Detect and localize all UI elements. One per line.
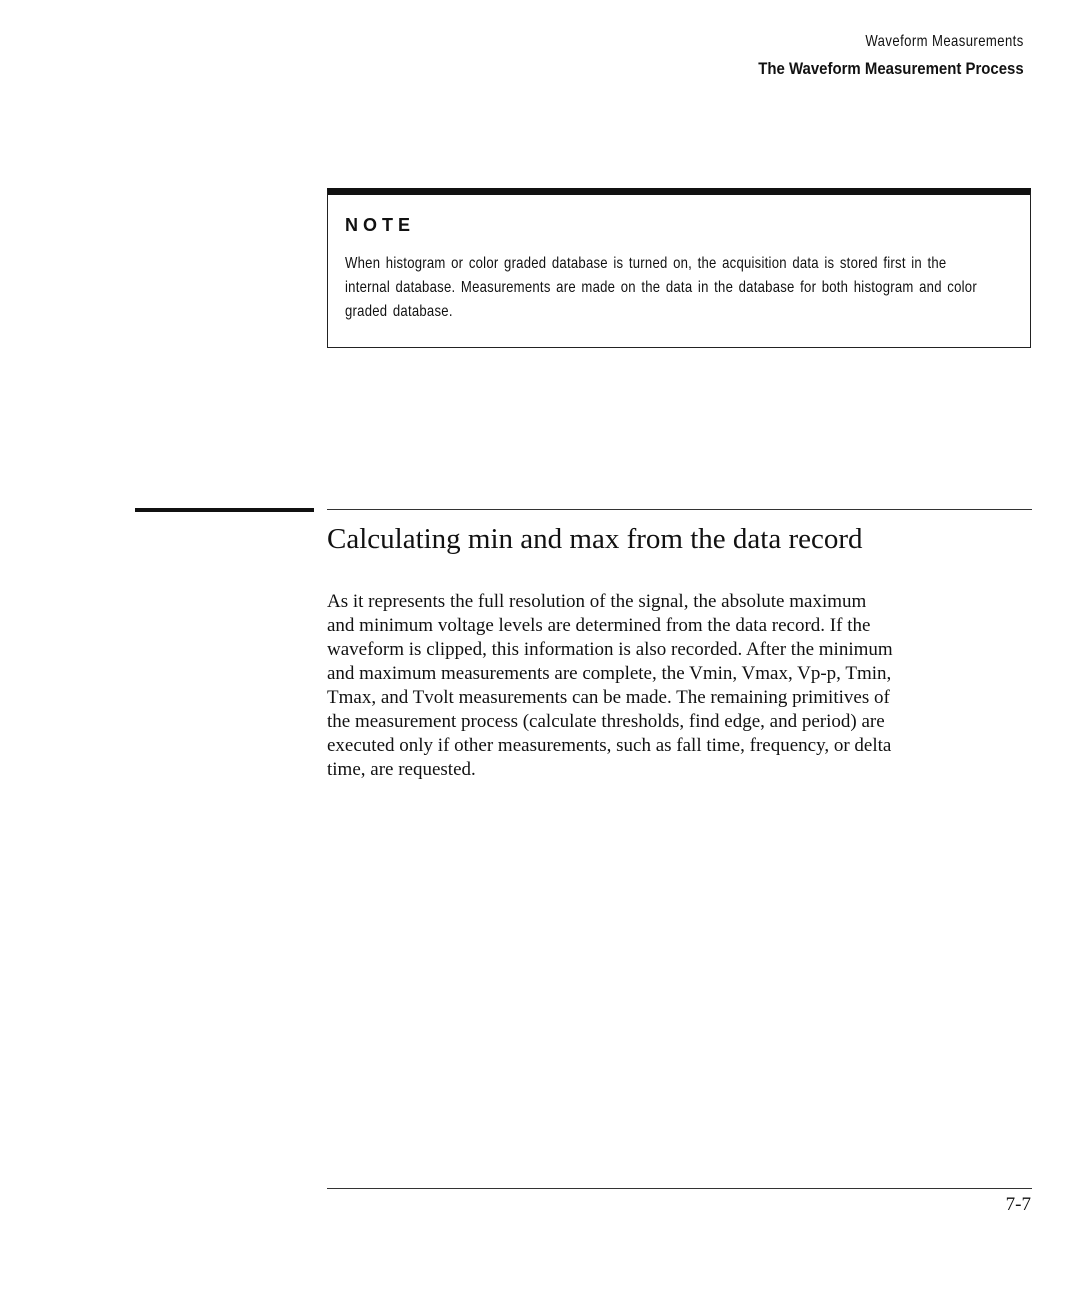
body-line: and maximum measurements are complete, the Vmin, Vmax, Vp-p, Tmin, (327, 663, 892, 684)
note-body (345, 252, 1013, 324)
running-header (722, 30, 1024, 84)
body-line: As it represents the full resolution of the signal, the absolute maximum (327, 591, 867, 612)
header-section-title: The Waveform Measurement Process (758, 59, 1024, 78)
note-box (327, 188, 1031, 348)
note-line: internal database. Measurements are made on the data in the database for both histogram and color (345, 279, 977, 296)
page-number: 7-7 (1005, 1194, 1031, 1215)
body-line: Tmax, and Tvolt measurements can be made. The remaining primitives of (327, 687, 890, 708)
body-line: waveform is clipped, this information is also recorded. After the minimum (327, 639, 893, 660)
section-body (327, 590, 1017, 782)
body-line: and minimum voltage levels are determined from the data record. If the (327, 615, 871, 636)
note-line: graded database. (345, 303, 453, 320)
section-rule-thin (327, 509, 1032, 510)
body-line: the measurement process (calculate thresholds, find edge, and period) are (327, 711, 885, 732)
section-rule-thick (135, 508, 314, 512)
header-chapter-title: Waveform Measurements (865, 33, 1024, 50)
footer-rule (327, 1188, 1032, 1189)
body-line: executed only if other measurements, such as fall time, frequency, or delta (327, 735, 892, 756)
note-title: NOTE (345, 215, 416, 235)
note-line: When histogram or color graded database is turned on, the acquisition data is stored first in the (345, 255, 947, 272)
body-line: time, are requested. (327, 759, 476, 780)
section-heading: Calculating min and max from the data record (327, 523, 863, 555)
